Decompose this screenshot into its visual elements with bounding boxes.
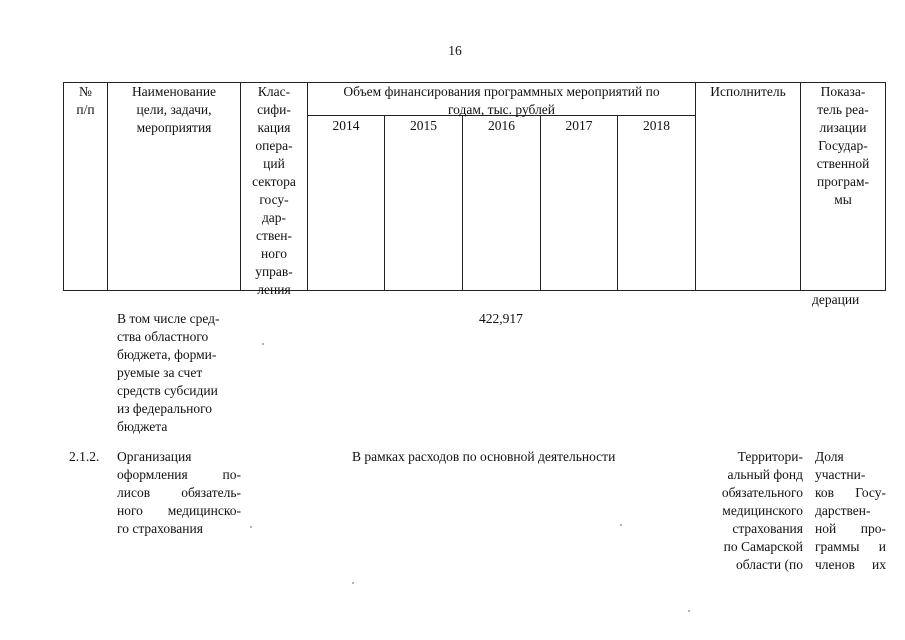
header-classification: Клас- сифи- кация опера- ций сектора госу- дар- ствен- ного управ- ления: [252, 84, 296, 297]
header-funding: Объем финансирования программных мероприятий по годам, тыс. рублей: [343, 84, 660, 117]
indicator-continuation: дерации: [812, 292, 860, 307]
header-year-2016: 2016: [488, 118, 515, 133]
page-number: 16: [448, 43, 462, 58]
header-year-2018: 2018: [643, 118, 670, 133]
row-indicator: Доля участни- ков Госу- дарствен- ной про- граммы и членов их: [815, 449, 886, 572]
row-name: Организация оформления по- лисов обязатель- ного медицинско- го страхования: [117, 449, 241, 536]
header-name: Наименование цели, задачи, мероприятия: [131, 84, 217, 135]
header-number: № п/п: [76, 84, 95, 117]
subtotal-row-amount: 422,917: [479, 311, 523, 326]
header-year-2014: 2014: [332, 118, 360, 133]
row-funding-note: В рамках расходов по основной деятельности: [352, 449, 616, 464]
header-indicator: Показа- тель реа- лизации Государ- ственной програм- мы: [816, 84, 870, 207]
scan-speck: [688, 610, 690, 612]
row-number: 2.1.2.: [69, 449, 100, 464]
header-executor: Исполнитель: [710, 84, 786, 99]
scan-speck: [620, 524, 622, 526]
scan-speck: [262, 343, 264, 345]
header-year-2017: 2017: [565, 118, 593, 133]
scan-speck: [250, 526, 252, 528]
row-executor: Территори- альный фонд обязательного медицинского страхования по Самарской области (по: [721, 449, 803, 572]
subtotal-row-label: В том числе сред- ства областного бюджета, форми- руемые за счет средств субсидии из федерального бюджета: [117, 311, 220, 434]
scan-speck: [352, 582, 354, 584]
header-year-2015: 2015: [410, 118, 437, 133]
